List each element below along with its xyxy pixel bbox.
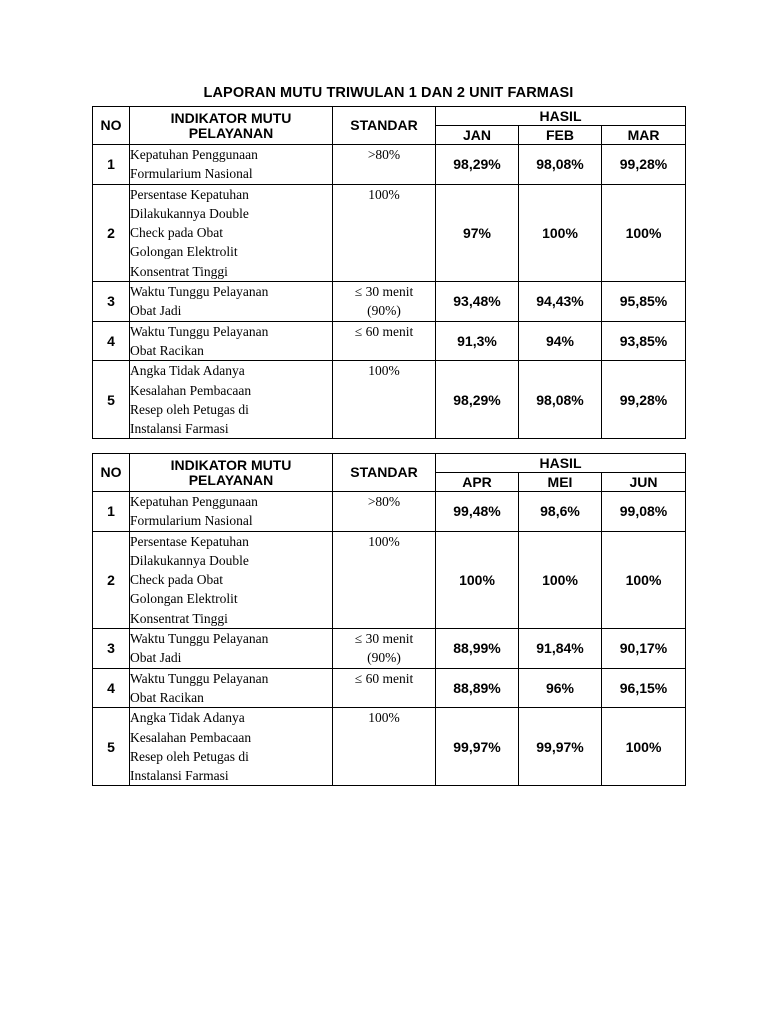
- indicator-cell: [130, 321, 333, 361]
- standard-line: 100%: [368, 363, 400, 379]
- indicator-line: Dilakukannya Double: [130, 205, 249, 221]
- indicator-line: Konsentrat Tinggi: [130, 610, 228, 626]
- indicator-line: Dilakukannya Double: [130, 552, 249, 568]
- standard-cell: [333, 321, 436, 361]
- result-value: 98,29%: [436, 361, 519, 439]
- result-value: 99,48%: [436, 492, 519, 532]
- indicator-line: Kesalahan Pembacaan: [130, 382, 252, 398]
- standard-line: >80%: [367, 494, 401, 509]
- table-row: [93, 629, 686, 669]
- result-value: 98,29%: [436, 145, 519, 185]
- row-number: 3: [93, 282, 130, 322]
- header-month: APR: [436, 473, 519, 492]
- standard-line: 100%: [368, 710, 400, 726]
- header-indikator: [130, 454, 333, 492]
- indicator-line: Waktu Tunggu Pelayanan: [130, 323, 269, 339]
- row-number: 1: [93, 492, 130, 532]
- header-month: MEI: [519, 473, 602, 492]
- standard-line: ≤ 60 menit: [354, 323, 414, 339]
- indicator-line: Waktu Tunggu Pelayanan: [130, 631, 269, 647]
- header-month: FEB: [519, 126, 602, 145]
- row-number: 4: [93, 321, 130, 361]
- indicator-line: Waktu Tunggu Pelayanan: [130, 284, 269, 300]
- table-row: [93, 321, 686, 361]
- indicator-line: Obat Jadi: [130, 650, 182, 666]
- result-value: 100%: [519, 531, 602, 628]
- header-month: JAN: [436, 126, 519, 145]
- standard-cell: [333, 708, 436, 786]
- quarter-2-table: [92, 453, 686, 786]
- standard-cell: [333, 668, 436, 708]
- header-standar: STANDAR: [333, 107, 436, 145]
- result-value: 94,43%: [519, 282, 602, 322]
- result-value: 99,08%: [602, 492, 686, 532]
- indicator-line: Angka Tidak Adanya: [130, 710, 245, 726]
- report-title: LAPORAN MUTU TRIWULAN 1 DAN 2 UNIT FARMASI: [203, 85, 574, 101]
- table-row: [93, 492, 686, 532]
- result-value: 100%: [519, 184, 602, 281]
- row-number: 2: [93, 184, 130, 281]
- standard-line: (90%): [367, 303, 401, 319]
- result-value: 91,84%: [519, 629, 602, 669]
- indicator-line: Resep oleh Petugas di: [130, 401, 249, 417]
- indicator-line: Obat Racikan: [130, 342, 204, 358]
- header-indikator: [130, 107, 333, 145]
- standard-cell: [333, 629, 436, 669]
- standard-cell: [333, 145, 436, 185]
- result-value: 99,97%: [519, 708, 602, 786]
- header-hasil: HASIL: [436, 454, 686, 473]
- row-number: 2: [93, 531, 130, 628]
- standard-line: 100%: [368, 533, 400, 549]
- indicator-line: Golongan Elektrolit: [130, 244, 238, 260]
- result-value: 100%: [602, 531, 686, 628]
- table-row: [93, 282, 686, 322]
- indicator-cell: [130, 629, 333, 669]
- indicator-cell: [130, 361, 333, 439]
- result-value: 97%: [436, 184, 519, 281]
- table-row: [93, 184, 686, 281]
- indicator-line: Instalansi Farmasi: [130, 421, 229, 437]
- standard-line: ≤ 30 menit: [354, 284, 414, 300]
- header-month: MAR: [602, 126, 686, 145]
- indicator-line: Kepatuhan Penggunaan: [130, 147, 258, 162]
- result-value: 96,15%: [602, 668, 686, 708]
- indicator-cell: [130, 492, 333, 532]
- table-row: [93, 145, 686, 185]
- quarter-1-table: [92, 106, 686, 439]
- result-value: 98,6%: [519, 492, 602, 532]
- result-value: 94%: [519, 321, 602, 361]
- header-indikator-line1: INDIKATOR MUTU: [170, 109, 292, 126]
- result-value: 88,99%: [436, 629, 519, 669]
- quarter-1-rows: [93, 145, 686, 439]
- result-value: 90,17%: [602, 629, 686, 669]
- standard-line: >80%: [367, 147, 401, 162]
- result-value: 98,08%: [519, 361, 602, 439]
- row-number: 3: [93, 629, 130, 669]
- standard-line: (90%): [367, 650, 401, 666]
- result-value: 93,48%: [436, 282, 519, 322]
- indicator-line: Golongan Elektrolit: [130, 591, 238, 607]
- header-no: NO: [93, 107, 130, 145]
- header-indikator-line1: INDIKATOR MUTU: [170, 456, 292, 473]
- standard-line: 100%: [368, 186, 400, 202]
- row-number: 5: [93, 361, 130, 439]
- indicator-line: Formularium Nasional: [130, 513, 253, 529]
- result-value: 100%: [602, 184, 686, 281]
- header-indikator-line2: PELAYANAN: [188, 124, 274, 141]
- indicator-line: Resep oleh Petugas di: [130, 748, 249, 764]
- row-number: 4: [93, 668, 130, 708]
- result-value: 100%: [436, 531, 519, 628]
- indicator-cell: [130, 145, 333, 185]
- result-value: 91,3%: [436, 321, 519, 361]
- indicator-line: Persentase Kepatuhan: [130, 186, 249, 202]
- result-value: 96%: [519, 668, 602, 708]
- quarter-2-rows: [93, 492, 686, 786]
- standard-cell: [333, 492, 436, 532]
- result-value: 93,85%: [602, 321, 686, 361]
- indicator-line: Obat Jadi: [130, 303, 182, 319]
- header-standar: STANDAR: [333, 454, 436, 492]
- indicator-cell: [130, 184, 333, 281]
- table-row: [93, 531, 686, 628]
- header-indikator-line2: PELAYANAN: [188, 471, 274, 488]
- indicator-line: Waktu Tunggu Pelayanan: [130, 670, 269, 686]
- standard-cell: [333, 282, 436, 322]
- standard-cell: [333, 184, 436, 281]
- row-number: 5: [93, 708, 130, 786]
- indicator-line: Check pada Obat: [130, 572, 223, 588]
- indicator-line: Instalansi Farmasi: [130, 768, 229, 784]
- indicator-cell: [130, 531, 333, 628]
- header-hasil: HASIL: [436, 107, 686, 126]
- table-row: [93, 668, 686, 708]
- indicator-line: Kepatuhan Penggunaan: [130, 494, 258, 509]
- indicator-line: Angka Tidak Adanya: [130, 363, 245, 379]
- indicator-line: Check pada Obat: [130, 225, 223, 241]
- result-value: 98,08%: [519, 145, 602, 185]
- indicator-line: Persentase Kepatuhan: [130, 533, 249, 549]
- indicator-cell: [130, 668, 333, 708]
- result-value: 88,89%: [436, 668, 519, 708]
- result-value: 99,97%: [436, 708, 519, 786]
- result-value: 99,28%: [602, 361, 686, 439]
- indicator-line: Formularium Nasional: [130, 166, 253, 182]
- row-number: 1: [93, 145, 130, 185]
- result-value: 95,85%: [602, 282, 686, 322]
- indicator-line: Konsentrat Tinggi: [130, 263, 228, 279]
- result-value: 99,28%: [602, 145, 686, 185]
- table-row: [93, 708, 686, 786]
- standard-line: ≤ 60 menit: [354, 670, 414, 686]
- header-no: NO: [93, 454, 130, 492]
- indicator-cell: [130, 708, 333, 786]
- indicator-line: Obat Racikan: [130, 689, 204, 705]
- result-value: 100%: [602, 708, 686, 786]
- standard-cell: [333, 361, 436, 439]
- indicator-cell: [130, 282, 333, 322]
- table-row: [93, 361, 686, 439]
- indicator-line: Kesalahan Pembacaan: [130, 729, 252, 745]
- header-month: JUN: [602, 473, 686, 492]
- standard-line: ≤ 30 menit: [354, 631, 414, 647]
- standard-cell: [333, 531, 436, 628]
